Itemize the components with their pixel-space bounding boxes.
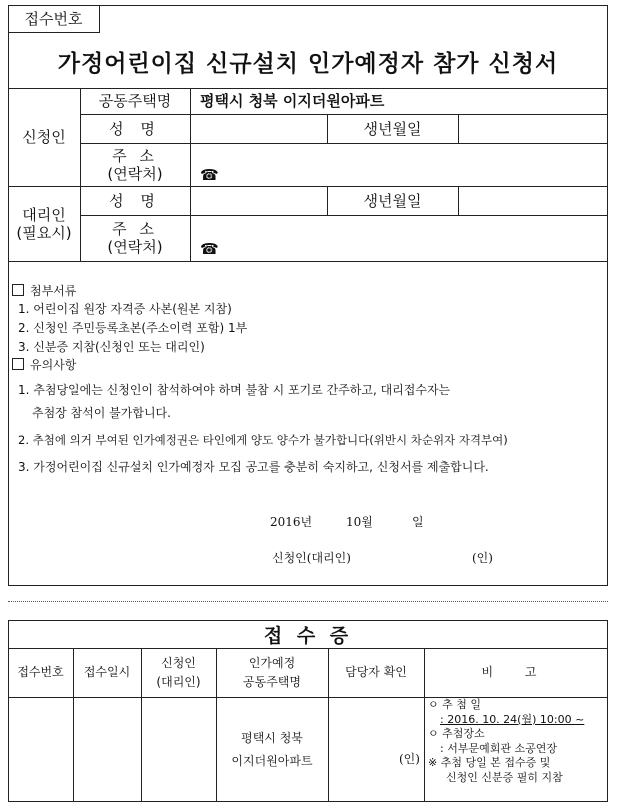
applicant-name-label: 성 명 — [109, 119, 161, 138]
agent-birth-label: 생년월일 — [363, 191, 422, 210]
header-remarks: 비 고 — [481, 665, 551, 679]
signature-label: 신청인(대리인) — [272, 551, 351, 565]
remark-line: : 서부문예회관 소공연장 — [440, 741, 557, 755]
attachments-heading — [12, 282, 76, 299]
attachment-item: 3. 신분증 지참(신청인 또는 대리인) — [18, 340, 205, 354]
notes-heading — [12, 356, 76, 373]
receipt-date-cell[interactable] — [74, 698, 141, 801]
agent-birth-field[interactable] — [459, 187, 608, 215]
agent-name-label: 성 명 — [109, 191, 161, 210]
note-item: 1. 추첨당일에는 신청인이 참석하여야 하며 불참 시 포기로 간주하고, 대리접수자는 — [18, 383, 451, 397]
applicant-birth-label: 생년월일 — [363, 119, 422, 138]
attachment-item: 2. 신청인 주민등록초본(주소이력 포함) 1부 — [18, 321, 248, 335]
date-year: 2016년 — [270, 515, 313, 529]
staff-seal: (인) — [399, 752, 420, 766]
housing-name-label: 공동주택명 — [98, 92, 172, 110]
address-label-line2: (연락처) — [107, 164, 163, 183]
agent-label-line1: 대리인 — [22, 205, 66, 224]
receipt-title: 접 수 증 — [263, 625, 353, 647]
attachment-item: 1. 어린이집 원장 자격증 사본(원본 지참) — [18, 302, 232, 316]
housing-line1: 평택시 청북 — [241, 731, 303, 745]
address-label-line2: (연락처) — [107, 238, 163, 256]
remark-line: 신청인 신분증 필히 지참 — [446, 770, 563, 784]
receipt-number-label: 접수번호 — [8, 5, 100, 33]
remark-line: ㅇ 추첨장소 — [428, 727, 485, 740]
agent-address-field[interactable] — [191, 216, 608, 261]
header-housing-line2: 공동주택명 — [243, 674, 301, 689]
phone-icon: ☎ — [200, 240, 219, 258]
attachments-heading-text: 첨부서류 — [30, 284, 77, 298]
address-label-line1: 주 소 — [112, 220, 158, 238]
header-receipt-no: 접수번호 — [17, 665, 64, 679]
housing-cell — [216, 700, 328, 800]
agent-section-label — [8, 186, 80, 261]
applicant-section-label: 신청인 — [22, 128, 66, 146]
header-applicant — [141, 648, 216, 697]
agent-label-line2: (필요시) — [16, 223, 72, 242]
header-applicant-line2: (대리인) — [156, 674, 201, 689]
remarks-cell — [428, 698, 606, 785]
date-day: 일 — [412, 515, 424, 529]
header-housing — [216, 648, 328, 697]
receipt-no-cell[interactable] — [9, 698, 73, 801]
phone-icon: ☎ — [200, 166, 219, 184]
applicant-cell[interactable] — [142, 698, 216, 801]
header-staff: 담당자 확인 — [345, 665, 407, 679]
notes-heading-text: 유의사항 — [30, 358, 77, 372]
header-receipt-date: 접수일시 — [83, 665, 131, 679]
header-applicant-line1: 신청인 — [161, 655, 196, 670]
signature-seal: (인) — [472, 551, 493, 565]
note-item: 추첨장 참석이 불가합니다. — [32, 406, 171, 420]
applicant-name-field[interactable] — [191, 115, 327, 143]
note-item: 3. 가정어린이집 신규설치 인가예정자 모집 공고를 충분히 숙지하고, 신청서를 제출합니다. — [18, 460, 489, 474]
form-title: 가정어린이집 신규설치 인가예정자 참가 신청서 — [57, 50, 559, 77]
remark-line: ※ 추첨 당일 본 접수증 및 — [428, 756, 551, 769]
applicant-birth-field[interactable] — [459, 115, 608, 143]
address-label-line1: 주 소 — [112, 146, 158, 165]
grid-line — [8, 261, 608, 262]
cut-line — [8, 601, 608, 602]
agent-name-field[interactable] — [191, 187, 327, 215]
applicant-address-field[interactable] — [191, 144, 608, 186]
remark-line: : 2016. 10. 24(월) 10:00 ~ — [440, 712, 585, 726]
housing-name-value: 평택시 청북 이지더원아파트 — [200, 92, 385, 110]
checkbox-icon — [12, 284, 24, 296]
note-item: 2. 추첨에 의거 부여된 인가예정권은 타인에게 양도 양수가 불가합니다(위반시 차순위자 자격부여) — [18, 433, 508, 447]
header-housing-line1: 인가예정 — [248, 655, 296, 670]
agent-address-label — [80, 215, 190, 261]
remark-line: ㅇ 추 첨 일 — [428, 698, 481, 711]
date-month: 10월 — [346, 515, 373, 529]
applicant-address-label — [80, 143, 190, 186]
housing-line2: 이지더원아파트 — [231, 754, 313, 768]
checkbox-icon — [12, 358, 24, 370]
